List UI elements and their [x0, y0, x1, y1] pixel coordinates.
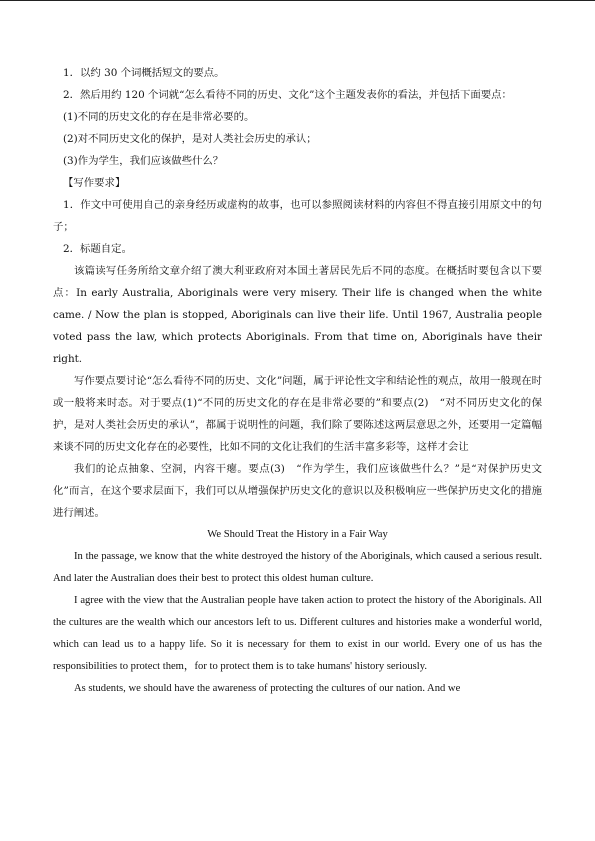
analysis-paragraph-1: 该篇读写任务所给文章介绍了澳大利亚政府对本国土著居民先后不同的态度。在概括时要包含以下要点：In early Australia, Aboriginals were very misery. Their life is changed when the white came. / Now the plan is stopped, Aboriginals can live their life. Until 1967, Australia people voted pass the law, which protects Aboriginals. From that time on, Aboriginals have their right.	[53, 265, 542, 365]
analysis-paragraph-2: 写作要点要讨论“怎么看待不同的历史、文化”问题，属于评论性文字和结论性的观点，故用一般现在时或一般将来时态。对于要点(1)“不同的历史文化的存在是非常必要的”和要点(2) “对不同历史文化的保护，是对人类社会历史的承认”，都属于说明性的问题，我们除了要陈述这两层意思之外，还要用一定篇幅来谈不同的历史文化存在的必要性，比如不同的文化让我们的生活丰富多彩等，这样才会让	[53, 375, 542, 453]
analysis-paragraph-3: 我们的论点抽象、空洞，内容干瘪。要点(3) “作为学生，我们应该做些什么？”是“对保护历史文化”而言，在这个要求层面下，我们可以从增强保护历史文化的意识以及积极响应一些保护历史文化的措施进行阐述。	[53, 463, 542, 519]
essay-paragraph-2: I agree with the view that the Australian people have taken action to protect the history of the Aboriginals. All the cultures are the wealth which our ancestors left to us. Different cultures and histories make a wonderful world, which can lead us to a happy life. So it is necessary for them to exist in our world. Every one of us has the responsibilities to protect them，for to protect them is to take humans' history seriously.	[53, 595, 542, 672]
essay-paragraph-1: In the passage, we know that the white destroyed the history of the Aboriginals, which caused a serious result. And later the Australian does their best to protect this oldest human culture.	[53, 551, 542, 584]
essay-paragraph-3: As students, we should have the awareness of protecting the cultures of our nation. And we	[74, 683, 461, 694]
requirement-2: 2．标题自定。	[63, 243, 132, 255]
essay-title: We Should Treat the History in a Fair Way	[207, 529, 388, 540]
writing-requirements-heading: 【写作要求】	[63, 177, 126, 189]
task-point-2: 2．然后用约 120 个词就“怎么看待不同的历史、文化”这个主题发表你的看法，并包括下面要点：	[63, 89, 512, 101]
subpoint-2: (2)对不同历史文化的保护，是对人类社会历史的承认；	[63, 133, 317, 145]
requirement-1: 1．作文中可使用自己的亲身经历或虚构的故事，也可以参照阅读材料的内容但不得直接引用原文中的句子；	[53, 199, 542, 233]
page-top-rule	[0, 0, 595, 1]
document-body	[53, 62, 542, 700]
subpoint-1: (1)不同的历史文化的存在是非常必要的。	[63, 111, 255, 123]
subpoint-3: (3)作为学生，我们应该做些什么？	[63, 155, 224, 167]
task-point-1: 1．以约 30 个词概括短文的要点。	[63, 67, 225, 79]
